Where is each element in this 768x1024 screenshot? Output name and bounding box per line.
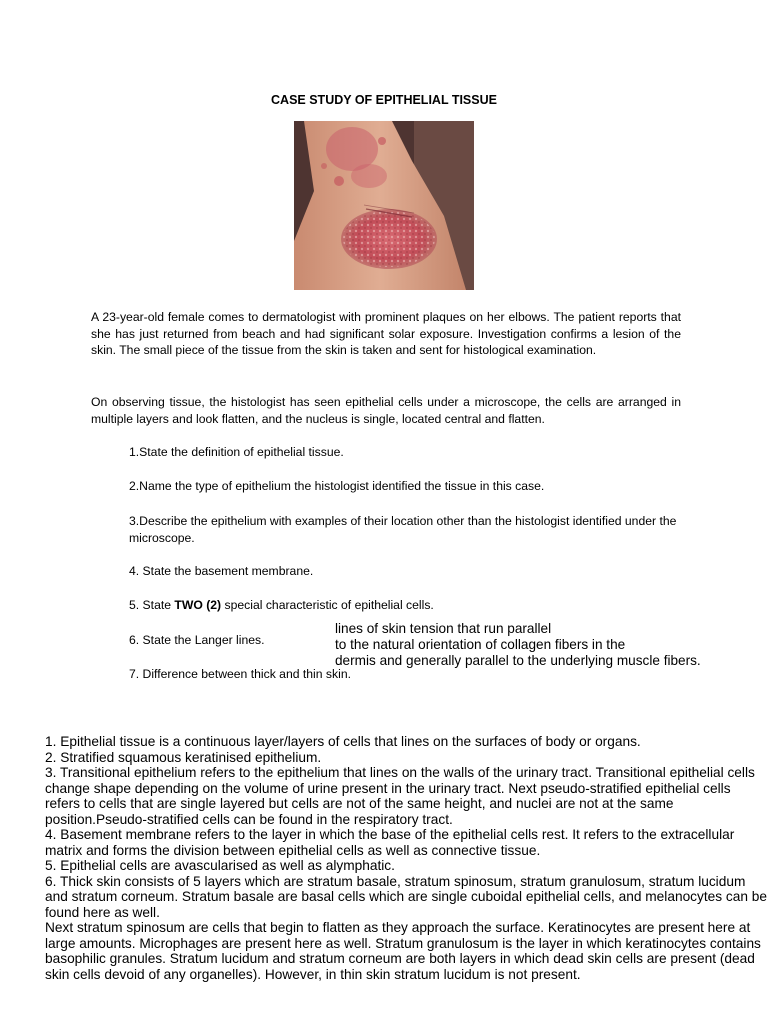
question-7: 7. Difference between thick and thin skin.: [129, 667, 351, 681]
case-paragraph-2: On observing tissue, the histologist has seen epithelial cells under a microscope, the cells are arranged in multiple layers and look flatten, and the nucleus is single, located central and flatten.: [91, 395, 681, 426]
answer-2: 2. Stratified squamous keratinised epithelium.: [45, 749, 322, 765]
document-title: CASE STUDY OF EPITHELIAL TISSUE: [271, 93, 497, 107]
answer-5: 5. Epithelial cells are avascularised as well as alymphatic.: [45, 858, 395, 873]
langer-answer-line: dermis and generally parallel to the underlying muscle fibers.: [335, 653, 701, 668]
question-5-prefix: 5. State: [129, 598, 175, 612]
answer-6: 6. Thick skin consists of 5 layers which are stratum basale, stratum spinosum, stratum granulosum, stratum lucidum and stratum corneum. Stratum basale are basal cells which are single cuboidal epithelial cells, and melanocytes can be found here as well.: [45, 873, 768, 920]
langer-answer-line: to the natural orientation of collagen fibers in the: [335, 637, 626, 652]
question-3: 3.Describe the epithelium with examples of their location other than the histologist identified under the microscope.: [129, 514, 677, 545]
langer-lines-answer: [335, 621, 755, 669]
question-5-suffix: special characteristic of epithelial cells.: [221, 598, 434, 612]
langer-answer-line: lines of skin tension that run parallel: [335, 621, 552, 636]
question-5: [129, 597, 689, 614]
question-2: 2.Name the type of epithelium the histologist identified the tissue in this case.: [129, 479, 545, 493]
answer-1: 1. Epithelial tissue is a continuous layer/layers of cells that lines on the surfaces of body or organs.: [45, 734, 641, 749]
question-1: 1.State the definition of epithelial tissue.: [129, 445, 344, 459]
case-paragraph-1: A 23-year-old female comes to dermatologist with prominent plaques on her elbows. The patient reports that she has just returned from beach and had significant solar exposure. Investigation confirms a lesion of the skin. The small piece of the tissue from the skin is taken and sent for histological examination.: [91, 310, 681, 357]
answers-section: [45, 734, 768, 982]
answer-6-continued: Next stratum spinosum are cells that begin to flatten as they approach the surface. Keratinocytes are present here at large amounts. Microphages are present here as well. Stratum granulosum is the layer in which keratinocytes contains basophilic granules. Stratum lucidum and stratum corneum are both layers in which dead skin cells are present (dead skin cells devoid of any organelles). However, in thin skin stratum lucidum is not present.: [45, 920, 761, 982]
question-4: 4. State the basement membrane.: [129, 564, 314, 578]
question-6: 6. State the Langer lines.: [129, 633, 265, 647]
answer-4: 4. Basement membrane refers to the layer in which the base of the epithelial cells rest. It refers to the extracellular matrix and forms the division between epithelial cells as well as connective tissue.: [45, 827, 735, 858]
answer-3: 3. Transitional epithelium refers to the epithelium that lines on the walls of the urinary tract. Transitional epithelial cells change shape depending on the volume of urine present in the urinary tract. Next pseudo-stratified epithelial cells refers to cells that are single layered but cells are not of the same height, and nuclei are not at the same position.Pseudo-stratified cells can be found in the respiratory tract.: [45, 765, 755, 827]
elbow-lesion-photo: [294, 121, 474, 290]
question-5-emphasis: TWO (2): [174, 598, 222, 612]
